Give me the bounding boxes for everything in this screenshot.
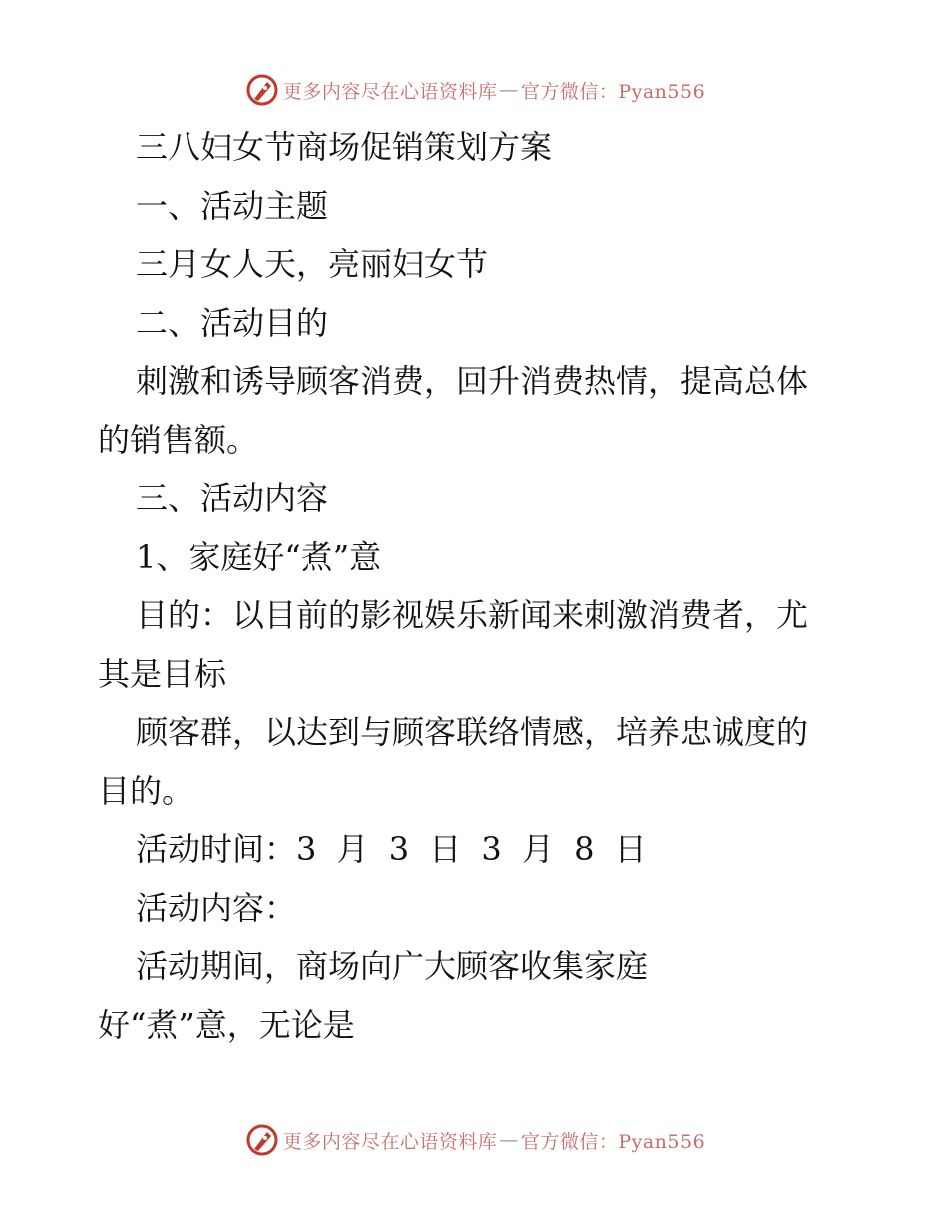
footer-banner <box>0 1120 950 1160</box>
paragraph-line: 活动内容： <box>136 888 297 927</box>
paragraph-line: 三月女人天，亮丽妇女节 <box>136 245 489 283</box>
section-heading: 二、活动目的 <box>136 303 329 342</box>
activity-time-line: 活动时间：3 月 3 日 3 月 8 日 <box>136 830 647 868</box>
banner-separator: — <box>499 1129 519 1151</box>
paragraph-line: 好“煮”意，无论是 <box>98 1005 355 1044</box>
banner-main-text: 更多内容尽在心语资料库 <box>282 80 498 103</box>
document-title: 三八妇女节商场促销策划方案 <box>136 128 553 166</box>
banner-wechat-text: 官方微信：Pyan556 <box>520 1130 706 1153</box>
banner-main-text: 更多内容尽在心语资料库 <box>282 1130 498 1153</box>
section-heading: 一、活动主题 <box>136 186 329 225</box>
section-heading: 三、活动内容 <box>136 479 329 517</box>
paragraph-line: 的销售额。 <box>98 420 259 459</box>
paragraph-line: 目的：以目前的影视娱乐新闻来刺激消费者，尤 <box>136 596 809 634</box>
pen-nib-logo-icon <box>245 73 279 107</box>
document-body <box>98 118 858 1054</box>
header-banner <box>0 70 950 110</box>
paragraph-line: 目的。 <box>98 771 195 810</box>
paragraph-line: 刺激和诱导顾客消费，回升消费热情，提高总体 <box>136 362 809 400</box>
paragraph-line: 顾客群，以达到与顾客联络情感，培养忠诚度的 <box>136 713 809 751</box>
pen-nib-logo-icon <box>245 1123 279 1157</box>
paragraph-line: 活动期间，商场向广大顾客收集家庭 <box>136 947 649 985</box>
banner-wechat-text: 官方微信：Pyan556 <box>520 80 706 103</box>
subsection-heading: 1、家庭好“煮”意 <box>136 537 382 576</box>
paragraph-line: 其是目标 <box>98 654 227 693</box>
banner-separator: — <box>499 79 519 101</box>
